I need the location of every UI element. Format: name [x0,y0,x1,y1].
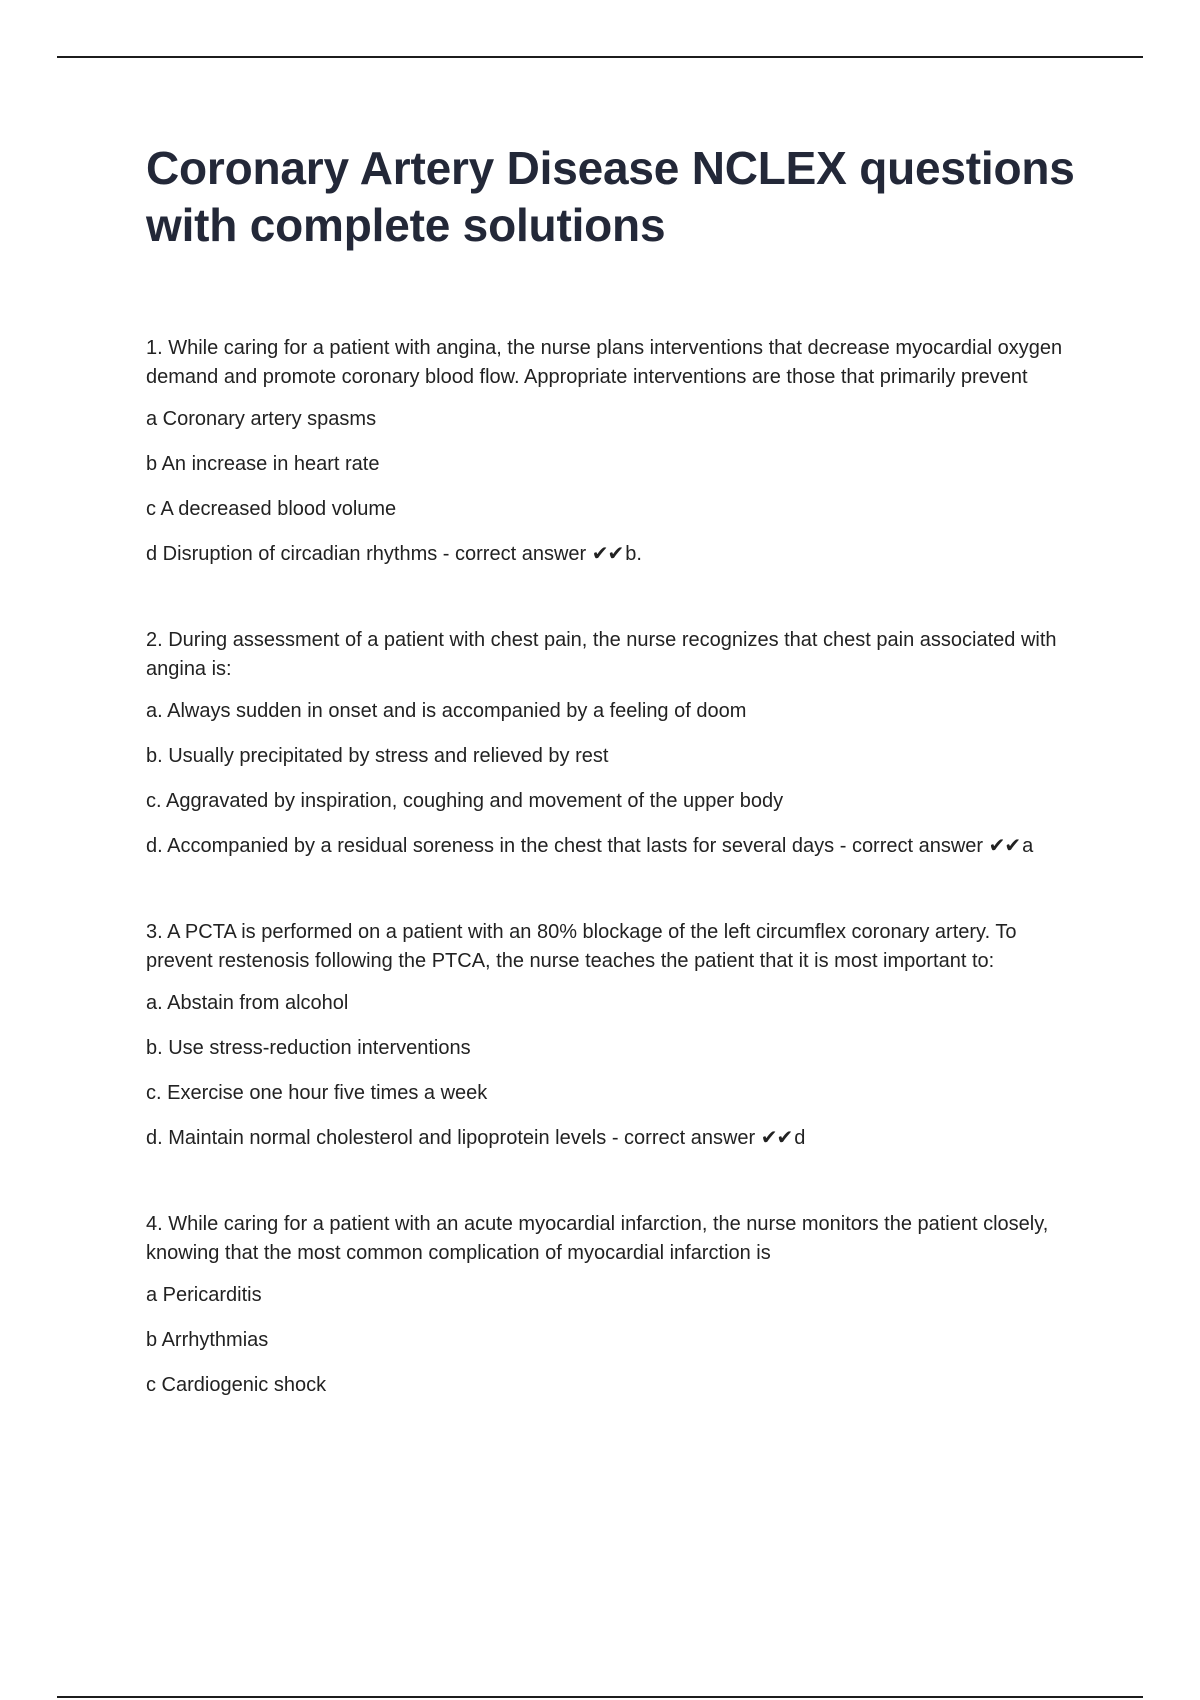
question-3-option-a: a. Abstain from alcohol [146,992,349,1014]
question-1-answer-label: correct answer [455,543,587,565]
question-3-answer-label: correct answer [624,1127,756,1149]
question-2-answer-label: correct answer [851,835,984,857]
document-body [146,140,1086,1457]
question-3-stem: 3. A PCTA is performed on a patient with an 80% blockage of the left circumflex coronary artery. To prevent restenosis following the PTCA, the nurse teaches the patient that it is most important to: [146,921,1017,972]
question-2-stem: 2. During assessment of a patient with chest pain, the nurse recognizes that chest pain associated with angina is: [146,629,1057,680]
question-2-option-a: a. Always sudden in onset and is accompanied by a feeling of doom [146,700,747,722]
question-4-option-a: a Pericarditis [146,1284,262,1306]
question-1-option-d: d Disruption of circadian rhythms - correct answer ✔✔ b. [146,543,642,565]
check-mark-icon: ✔✔ [591,543,624,565]
check-mark-icon: ✔✔ [988,835,1021,857]
question-3-answer: d [794,1127,806,1149]
question-4-option-b: b Arrhythmias [146,1329,269,1351]
bottom-divider [57,1696,1143,1698]
question-1-option-c: c A decreased blood volume [146,498,397,520]
question-4-option-c: c Cardiogenic shock [146,1374,327,1396]
question-3-option-b: b. Use stress-reduction interventions [146,1037,471,1059]
question-4 [146,1210,1086,1400]
question-1-option-d-text: d Disruption of circadian rhythms [146,543,438,565]
question-1-answer: b. [625,543,642,565]
check-mark-icon: ✔✔ [760,1127,793,1149]
question-2 [146,626,1086,861]
question-list [146,334,1086,1400]
top-divider [57,56,1143,58]
question-2-answer: a [1022,835,1034,857]
question-3-option-d-text: d. Maintain normal cholesterol and lipoprotein levels [146,1127,607,1149]
question-1-option-a: a Coronary artery spasms [146,408,377,430]
question-1-option-b: b An increase in heart rate [146,453,380,475]
question-1 [146,334,1086,569]
question-2-option-d-text: d. Accompanied by a residual soreness in the chest that lasts for several days [146,835,835,857]
question-3-option-d: d. Maintain normal cholesterol and lipoprotein levels - correct answer ✔✔ d [146,1127,806,1149]
document-title: Coronary Artery Disease NCLEX questions with complete solutions [146,142,1075,251]
question-3 [146,918,1086,1153]
question-2-option-d: d. Accompanied by a residual soreness in the chest that lasts for several days - correct answer ✔✔ a [146,835,1034,857]
question-3-option-c: c. Exercise one hour five times a week [146,1082,488,1104]
question-4-stem: 4. While caring for a patient with an acute myocardial infarction, the nurse monitors the patient closely, knowing that the most common complication of myocardial infarction is [146,1213,1049,1264]
question-2-option-b: b. Usually precipitated by stress and relieved by rest [146,745,609,767]
question-2-option-c: c. Aggravated by inspiration, coughing and movement of the upper body [146,790,784,812]
question-1-stem: 1. While caring for a patient with angina, the nurse plans interventions that decrease myocardial oxygen demand and promote coronary blood flow. Appropriate interventions are those that primarily prevent [146,337,1063,388]
